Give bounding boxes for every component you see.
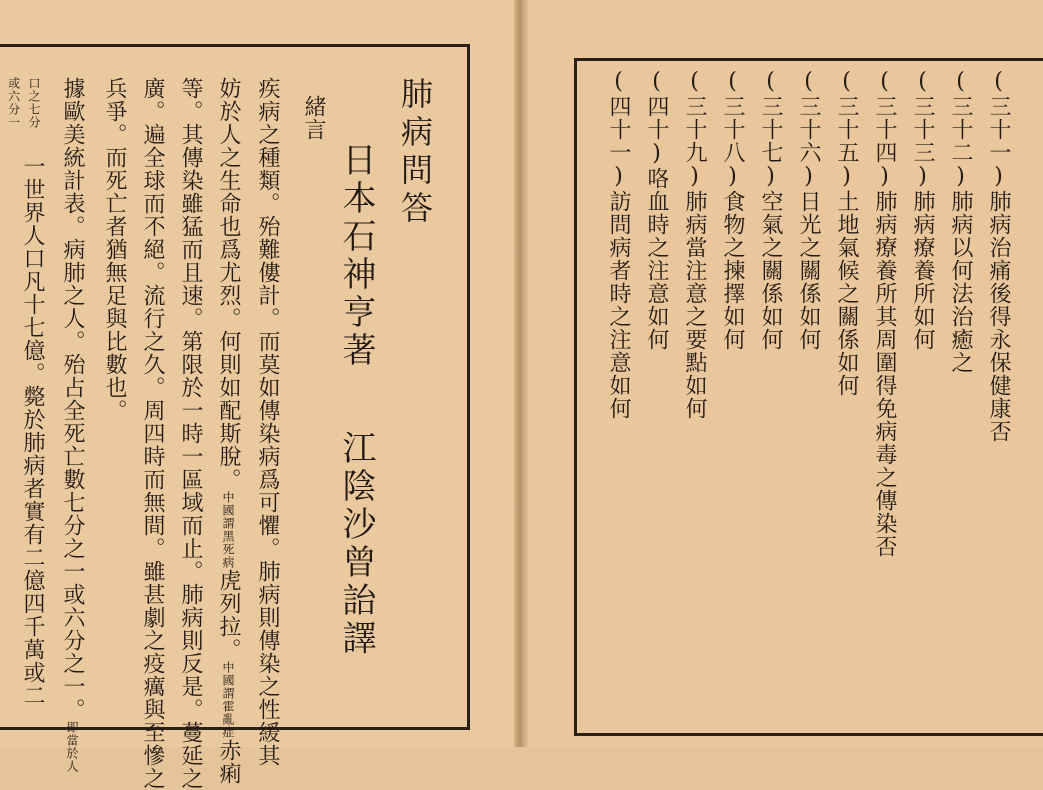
note-fraction-b: 或六分一 — [6, 77, 21, 129]
toc-item-38: (三十八)食物之揀擇如何 — [720, 69, 745, 351]
preface-line-2 — [217, 77, 239, 785]
toc-item-32: (三十二)肺病以何法治癒之 — [948, 69, 973, 374]
author-name: 日本石神亨著 — [336, 142, 376, 370]
left-page-frame — [0, 44, 470, 790]
right-page-frame — [574, 58, 1043, 736]
preface-line-2-text: 妨於人之生命也爲尤烈。何則如配斯脫。 — [216, 77, 241, 491]
preface-line-4: 廣。遍全球而不絕。流行之久。周四時而無間。雖甚劇之疫癘與至慘之 — [140, 77, 165, 790]
toc-item-33: (三十三)肺病療養所如何 — [910, 69, 935, 351]
preface-line-6-text: 據歐美統計表。病肺之人。殆占全死亡數七分之一或六分之一。 — [60, 77, 85, 721]
preface-line-5: 兵爭。而死亡者猶無足與比數也。 — [102, 77, 127, 422]
preface-line-7-main: 一世界人口凡十七億。斃於肺病者實有二億四千萬或二 — [20, 155, 45, 707]
book-gutter — [514, 0, 528, 747]
toc-item-35: (三十五)土地氣候之關係如何 — [834, 69, 859, 397]
preface-line-2-text-b: 虎列拉。 — [216, 569, 241, 661]
toc-item-41: (四十一)訪問病者時之注意如何 — [606, 69, 631, 420]
toc-item-40: (四十)咯血時之注意如何 — [644, 69, 669, 351]
toc-item-39: (三十九)肺病當注意之要點如何 — [682, 69, 707, 420]
preface-line-6 — [61, 77, 83, 773]
toc-item-31: (三十一)肺病治痛後得永保健康否 — [986, 69, 1011, 443]
note-cholera: 中國謂霍亂症 — [221, 661, 235, 739]
note-equivalent: 即當於人 — [65, 721, 79, 773]
toc-item-36: (三十六)日光之關係如何 — [796, 69, 821, 351]
preface-line-2-text-c: 赤痢 — [216, 739, 241, 785]
book-title: 肺病問答 — [396, 77, 434, 229]
toc-item-34: (三十四)肺病療養所其周圍得免病毒之傳染否 — [872, 69, 897, 558]
note-fraction-a: 口之七分 — [27, 77, 41, 129]
preface-heading: 緒言 — [301, 95, 326, 141]
author-line — [336, 142, 376, 658]
preface-line-3: 等。其傳染雖猛而且速。第限於一時一區域而止。肺病則反是。蔓延之 — [178, 77, 203, 790]
toc-item-37: (三十七)空氣之關係如何 — [758, 69, 783, 351]
preface-line-1: 疾病之種類。殆難僂計。而莫如傳染病爲可懼。肺病則傳染之性緩其 — [255, 77, 280, 767]
note-black-death: 中國謂黑死病 — [221, 491, 235, 569]
preface-line-7 — [23, 77, 45, 129]
translator-name: 江陰沙曾詒譯 — [336, 430, 376, 658]
